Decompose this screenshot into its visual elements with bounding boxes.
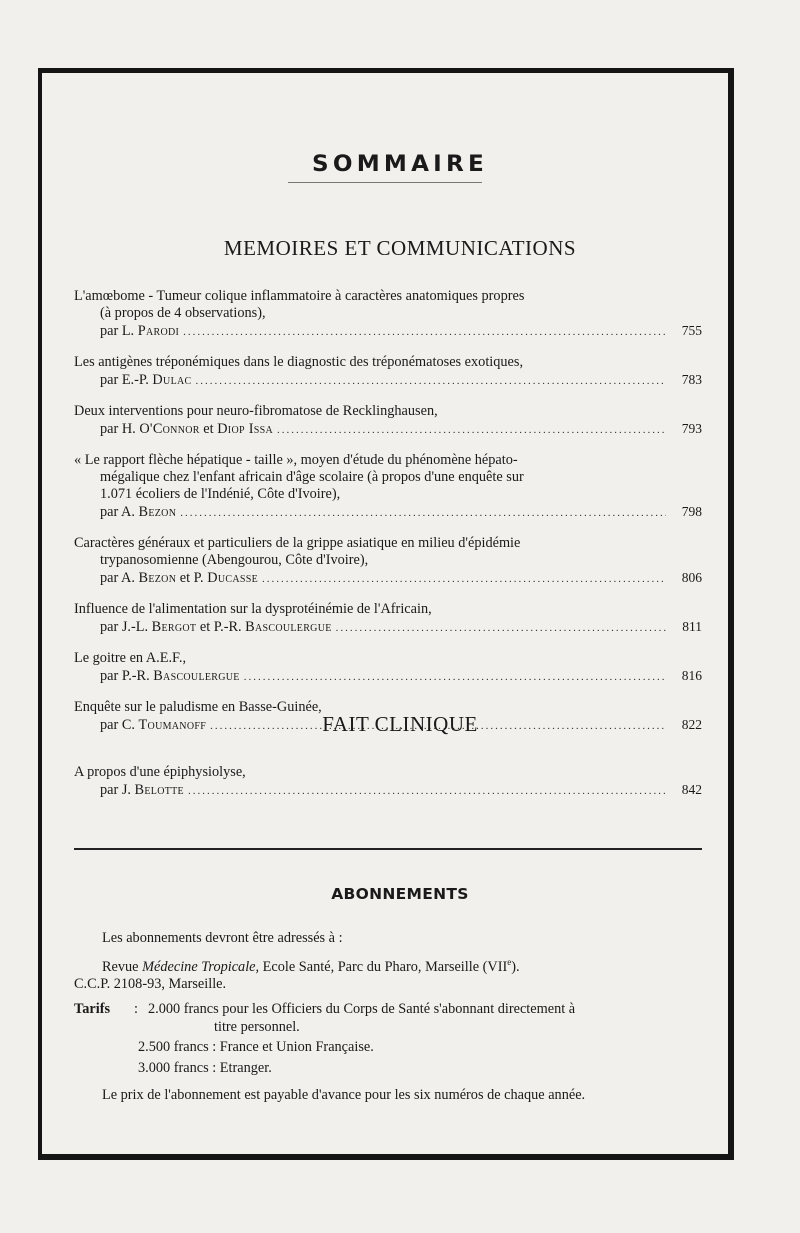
toc-entry-title <box>74 288 702 322</box>
toc-entry-authors <box>100 619 332 636</box>
toc-entry-page-number: 755 <box>681 323 702 338</box>
abonnements-block <box>74 930 702 1105</box>
toc-entry <box>74 601 702 637</box>
tarifs-label: Tarifs <box>74 1001 111 1018</box>
toc-entry-title-line: Le goitre en A.E.F., <box>74 650 187 666</box>
toc-leader-dots <box>262 571 666 588</box>
journal-name: Médecine Tropicale, <box>142 958 260 975</box>
toc-entry-title-line: 1.071 écoliers de l'Indénié, Côte d'Ivoire), <box>100 486 341 502</box>
toc-entry-title-line: L'amœbome - Tumeur colique inflammatoire à caractères anatomiques propres <box>74 288 525 304</box>
toc-leader-dots <box>183 324 666 341</box>
toc-entry-authors2: Ducasse <box>207 570 258 586</box>
toc-entry-title <box>74 354 702 371</box>
toc-entry-by: par J. <box>100 782 135 798</box>
fait-clinique-list <box>74 764 702 813</box>
toc-entry-author-line <box>74 322 702 341</box>
toc-entry-by: par H. <box>100 421 140 437</box>
section-divider <box>74 848 702 850</box>
toc-entry-by: par L. <box>100 323 138 339</box>
tarif-row <box>74 1001 702 1019</box>
toc-entry-author-line <box>74 618 702 637</box>
toc-leader-dots <box>244 669 666 686</box>
toc-entry-page-number: 806 <box>681 570 702 585</box>
toc-entry-mid: et P.-R. <box>196 619 246 635</box>
toc-entry-author-line <box>74 781 702 800</box>
toc-entry-by: par E.-P. <box>100 372 153 388</box>
tarif-3 <box>74 1060 702 1078</box>
sommaire-heading: SOMMAIRE <box>312 152 488 177</box>
toc-entry-title-line: Enquête sur le paludisme en Basse-Guinée, <box>74 699 322 715</box>
toc-entry-authors: Bascoulergue <box>153 668 240 684</box>
payment-note: Le prix de l'abonnement est payable d'avance pour les six numéros de chaque année. <box>102 1087 586 1104</box>
toc-entry-authors: Parodi <box>137 323 180 339</box>
address-post: Ecole Santé, Parc du Pharo, Marseille (VII <box>259 958 508 975</box>
toc-entry-title-line: Caractères généraux et particuliers de la grippe asiatique en milieu d'épidémie <box>74 535 521 551</box>
toc-entry-authors: Belotte <box>134 782 184 798</box>
toc-entry-authors <box>100 323 179 340</box>
memoires-heading: MEMOIRES ET COMMUNICATIONS <box>223 236 577 260</box>
toc-entry-authors <box>100 372 191 389</box>
toc-entry <box>74 354 702 390</box>
tarif-3-amount: 3.000 francs <box>138 1059 209 1076</box>
toc-leader-dots <box>188 783 666 800</box>
memoires-list <box>74 288 702 748</box>
toc-entry-title-line: trypanosomienne (Abengourou, Côte d'Ivoire), <box>100 552 369 568</box>
toc-entry-by: par C. <box>100 717 139 733</box>
toc-entry-authors <box>100 668 240 685</box>
address-pre: Revue <box>102 958 143 975</box>
toc-entry-page-number: 816 <box>681 668 702 683</box>
toc-entry-page-number: 811 <box>682 619 702 634</box>
toc-entry <box>74 403 702 439</box>
toc-entry-page-number: 793 <box>681 421 702 436</box>
toc-entry-authors: Bergot <box>151 619 197 635</box>
toc-entry-title-line: (à propos de 4 observations), <box>100 305 266 321</box>
toc-entry-author-line <box>74 371 702 390</box>
abonnements-heading: ABONNEMENTS <box>331 885 469 903</box>
toc-entry-page-number: 822 <box>681 717 702 732</box>
toc-entry-title-line: Influence de l'alimentation sur la dysprotéinémie de l'Africain, <box>74 601 432 617</box>
toc-entry-authors <box>100 570 258 587</box>
toc-entry-authors: Dulac <box>152 372 192 388</box>
abonnements-address <box>74 954 702 976</box>
toc-entry-mid: et <box>199 421 218 437</box>
toc-entry-title-line: Les antigènes tréponémiques dans le diagnostic des tréponématoses exotiques, <box>74 354 524 370</box>
toc-entry <box>74 288 702 341</box>
toc-entry-authors <box>100 782 184 799</box>
toc-entry-authors <box>100 504 176 521</box>
toc-entry <box>74 650 702 686</box>
toc-leader-dots <box>336 620 666 637</box>
toc-entry-authors2: Diop Issa <box>217 421 274 437</box>
tarif-1-desc2: titre personnel. <box>214 1018 300 1035</box>
tarifs-block <box>74 1001 702 1077</box>
toc-entry-title-line: Deux interventions pour neuro-fibromatose de Recklinghausen, <box>74 403 438 419</box>
toc-entry-author-line <box>74 503 702 522</box>
toc-entry-title <box>74 764 702 781</box>
toc-entry-mid: et P. <box>176 570 208 586</box>
toc-entry <box>74 764 702 800</box>
toc-entry <box>74 535 702 588</box>
toc-leader-dots <box>195 373 666 390</box>
tarif-1-amount: 2.000 francs <box>148 1001 219 1018</box>
abonnements-intro: Les abonnements devront être adressés à : <box>102 930 343 946</box>
toc-entry-title <box>74 650 702 667</box>
toc-entry-page-number: 798 <box>681 504 702 519</box>
toc-entry-authors: Bezon <box>138 570 177 586</box>
address-sup: e <box>507 956 512 967</box>
toc-entry-authors: Bezon <box>138 504 177 520</box>
toc-entry-title-line: A propos d'une épiphysiolyse, <box>74 764 246 780</box>
toc-leader-dots <box>180 505 666 522</box>
tarif-1-desc: pour les Officiers du Corps de Santé s'abonnant directement à <box>222 1001 576 1018</box>
fait-clinique-heading: FAIT CLINIQUE <box>322 712 478 736</box>
toc-entry-authors: Toumanoff <box>138 717 207 733</box>
toc-entry-title-line: « Le rapport flèche hépatique - taille », moyen d'étude du phénomène hépato- <box>74 452 518 468</box>
toc-entry-author-line <box>74 667 702 686</box>
toc-entry-authors2: Bascoulergue <box>245 619 332 635</box>
tarif-1 <box>148 1001 702 1019</box>
sommaire-underline <box>288 182 482 183</box>
toc-entry-by: par A. <box>100 504 139 520</box>
tarif-2 <box>74 1039 702 1057</box>
tarifs-colon: : <box>134 1001 138 1018</box>
address-end: ). <box>511 958 520 975</box>
tarif-2-desc: : France et Union Française. <box>212 1039 374 1056</box>
toc-leader-dots <box>277 422 666 439</box>
toc-entry-by: par A. <box>100 570 139 586</box>
abonnements-ccp: C.C.P. 2108-93, Marseille. <box>74 975 227 992</box>
toc-entry-by: par J.-L. <box>100 619 152 635</box>
toc-entry-title <box>74 601 702 618</box>
toc-entry-title <box>74 403 702 420</box>
toc-entry-author-line <box>74 569 702 588</box>
toc-entry-page-number: 842 <box>681 782 702 797</box>
toc-entry-author-line <box>74 420 702 439</box>
tarif-2-amount: 2.500 francs <box>138 1039 209 1056</box>
toc-entry-page-number: 783 <box>681 372 702 387</box>
toc-entry-authors <box>100 421 273 438</box>
toc-entry-title <box>74 452 702 503</box>
toc-entry <box>74 452 702 522</box>
toc-entry-authors: O'Connor <box>139 421 200 437</box>
tarif-3-desc: : Etranger. <box>212 1059 272 1076</box>
toc-entry-title-line: mégalique chez l'enfant africain d'âge scolaire (à propos d'une enquête sur <box>100 469 524 485</box>
toc-entry-title <box>74 535 702 569</box>
toc-entry-by: par P.-R. <box>100 668 154 684</box>
